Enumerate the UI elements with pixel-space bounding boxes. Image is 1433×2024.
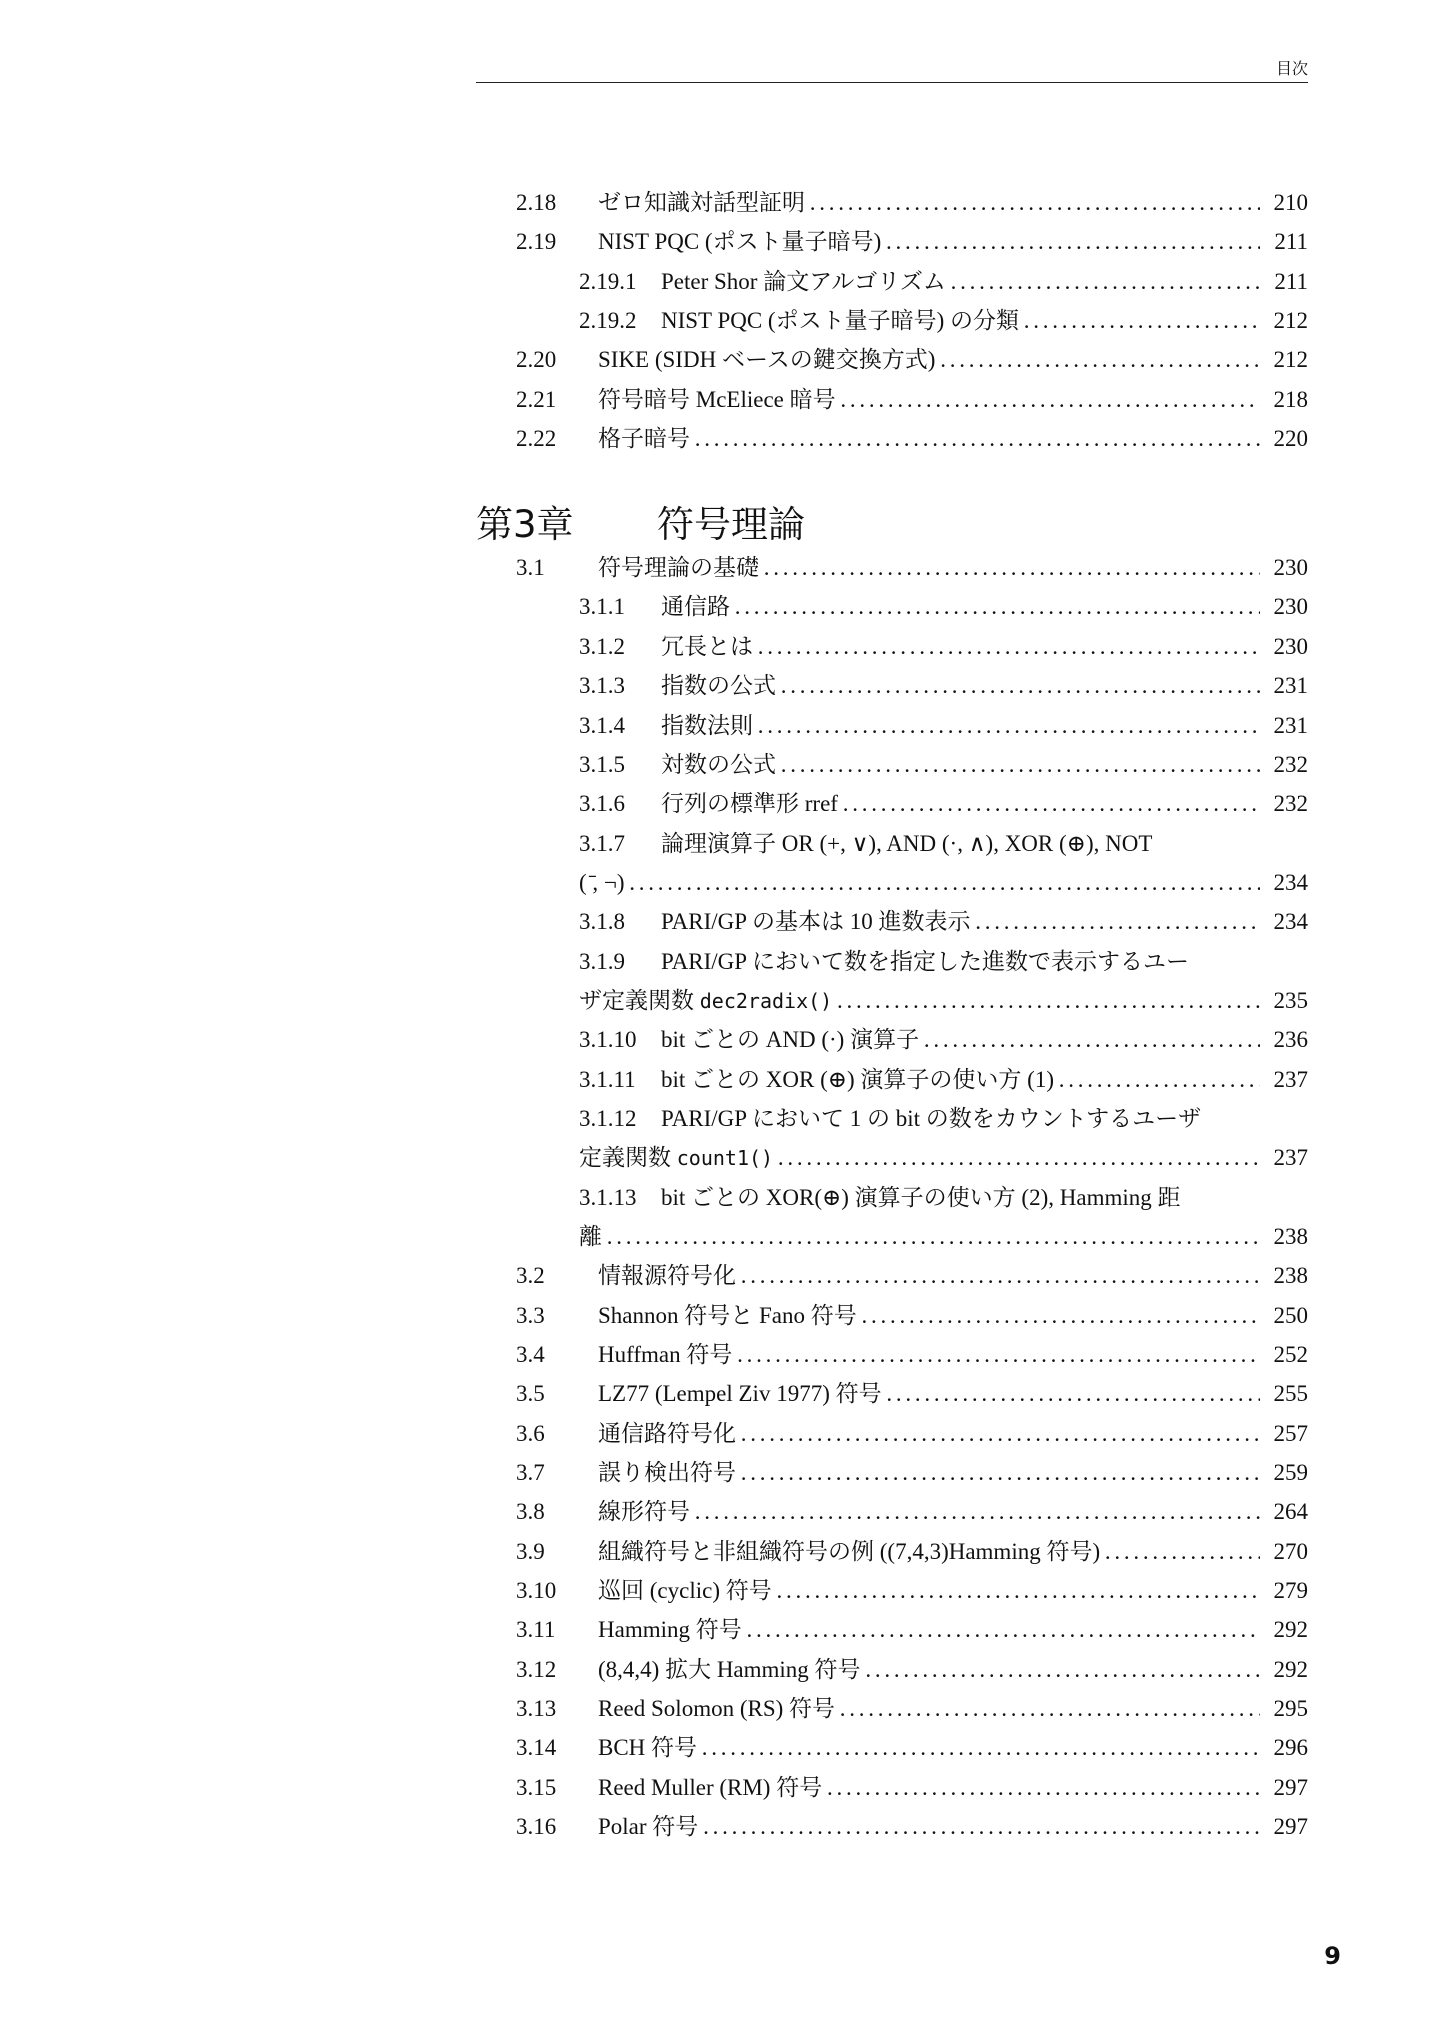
toc-entry-number: 3.11 <box>516 1617 556 1642</box>
toc-entry-number: 2.21 <box>516 387 557 412</box>
toc-entry-title: LZ77 (Lempel Ziv 1977) 符号 . . . <box>598 1374 1260 1413</box>
toc-entry-number: 3.1.6 <box>579 791 625 816</box>
toc-entry-page: 220 <box>1273 426 1308 451</box>
toc-entry[interactable] <box>516 548 1308 587</box>
toc-entry[interactable] <box>516 1492 1308 1531</box>
toc-entry[interactable] <box>516 1414 1308 1453</box>
toc-entry-number: 3.15 <box>516 1775 557 1800</box>
toc-entry-title <box>579 981 1260 1021</box>
toc-entry[interactable] <box>579 902 1308 941</box>
toc-entry-title: NIST PQC (ポスト量子暗号) . . . <box>598 222 1260 261</box>
toc-entry[interactable] <box>516 419 1308 458</box>
toc-entry[interactable] <box>516 1335 1308 1374</box>
toc-entry-number: 3.8 <box>516 1499 545 1524</box>
toc-entry-title: ゼロ知識対話型証明 . . . <box>598 183 1260 222</box>
toc-entry-page: 211 <box>1274 229 1308 254</box>
toc-entry-number: 2.18 <box>516 190 557 215</box>
toc-entry-title: 線形符号 . . . <box>598 1492 1260 1531</box>
toc-entry-page: 211 <box>1274 269 1308 294</box>
toc-entry[interactable] <box>516 1807 1308 1846</box>
toc-entry-title: bit ごとの XOR (⊕) 演算子の使い方 (1) . . . <box>661 1060 1260 1099</box>
toc-entry-page: 231 <box>1273 713 1308 738</box>
toc-entry[interactable] <box>579 1099 1308 1138</box>
toc-entry-number: 2.19.1 <box>579 269 637 294</box>
toc-entry[interactable] <box>516 183 1308 222</box>
toc-entry-number: 3.1.10 <box>579 1027 637 1052</box>
toc-entry-title: PARI/GP の基本は 10 進数表示 . . . <box>661 902 1260 941</box>
toc-entry-page: 230 <box>1273 634 1308 659</box>
toc-entry[interactable] <box>579 666 1308 705</box>
toc-entry-number: 3.14 <box>516 1735 557 1760</box>
toc-entry-page: 212 <box>1273 347 1308 372</box>
toc-entry-title-text: ザ定義関数 <box>579 988 700 1013</box>
toc-entry-number: 3.3 <box>516 1303 545 1328</box>
toc-entry-number: 3.10 <box>516 1578 557 1603</box>
chapter-label: 第3章 <box>476 503 574 546</box>
toc-entry-page: 236 <box>1273 1027 1308 1052</box>
toc-entry-title: PARI/GP において 1 の bit の数をカウントするユーザ <box>661 1106 1202 1131</box>
toc-entry-number: 3.13 <box>516 1696 557 1721</box>
toc-entry-title: Reed Solomon (RS) 符号 . . . <box>598 1689 1260 1728</box>
toc-entry-title: 組織符号と非組織符号の例 ((7,4,3)Hamming 符号) . . . <box>598 1532 1260 1571</box>
toc-entry-page: 255 <box>1273 1381 1308 1406</box>
toc-entry-page: 270 <box>1273 1539 1308 1564</box>
toc-entry-title: Peter Shor 論文アルゴリズム . . . <box>661 262 1260 301</box>
toc-entry-continuation[interactable] <box>579 1138 1308 1177</box>
toc-entry[interactable] <box>516 340 1308 379</box>
toc-entry[interactable] <box>516 1532 1308 1571</box>
toc-entry-number: 3.4 <box>516 1342 545 1367</box>
toc-entry-title: 指数の公式 . . . <box>661 666 1260 705</box>
toc-entry-title: 冗長とは . . . <box>661 627 1260 666</box>
toc-entry-number: 3.16 <box>516 1814 557 1839</box>
function-name: count1() <box>676 1146 774 1170</box>
function-name: dec2radix() <box>699 989 833 1013</box>
toc-entry-title: Polar 符号 . . . <box>598 1807 1260 1846</box>
toc-entry-number: 3.7 <box>516 1460 545 1485</box>
running-head-title: 目次 <box>1275 59 1308 78</box>
toc-entry-number: 3.2 <box>516 1263 545 1288</box>
toc-entry-number: 3.1.7 <box>579 831 625 856</box>
toc-entry[interactable] <box>579 1178 1308 1217</box>
chapter-title: 符号理論 <box>657 503 805 546</box>
toc-entry-continuation[interactable] <box>579 863 1308 902</box>
toc-entry-page: 279 <box>1273 1578 1308 1603</box>
toc-entry-page: 212 <box>1273 308 1308 333</box>
toc-entry-page: 235 <box>1273 988 1308 1013</box>
toc-entry-title: Hamming 符号 . . . <box>598 1610 1260 1649</box>
toc-entry[interactable] <box>579 1060 1308 1099</box>
toc-entry-number: 2.19.2 <box>579 308 637 333</box>
toc-entry-page: 234 <box>1273 870 1308 895</box>
toc-entry-number: 3.1.4 <box>579 713 625 738</box>
toc-entry-title: 誤り検出符号 . . . <box>598 1453 1260 1492</box>
toc-entry-page: 231 <box>1273 673 1308 698</box>
toc-entry-page: 218 <box>1273 387 1308 412</box>
toc-entry[interactable] <box>579 1020 1308 1059</box>
toc-entry-number: 3.12 <box>516 1657 557 1682</box>
toc-entry-title: (8,4,4) 拡大 Hamming 符号 . . . <box>598 1650 1260 1689</box>
toc-entry[interactable] <box>579 262 1308 301</box>
toc-entry[interactable] <box>516 1571 1308 1610</box>
toc-entry-page: 234 <box>1273 909 1308 934</box>
toc-entry[interactable] <box>579 942 1308 981</box>
toc-entry-number: 2.19 <box>516 229 557 254</box>
toc-entry[interactable] <box>516 380 1308 419</box>
toc-entry[interactable] <box>516 1374 1308 1413</box>
toc-entry-title: 通信路符号化 . . . <box>598 1414 1260 1453</box>
toc-entry-number: 3.6 <box>516 1421 545 1446</box>
toc-entry-title: SIKE (SIDH ベースの鍵交換方式) . . . <box>598 340 1260 379</box>
toc-entry[interactable] <box>516 1453 1308 1492</box>
toc-entry-number: 3.5 <box>516 1381 545 1406</box>
toc-entry-number: 3.1.11 <box>579 1067 636 1092</box>
toc-entry[interactable] <box>579 627 1308 666</box>
page-number: 9 <box>1324 1942 1341 1970</box>
toc-entry-title: Huffman 符号 . . . <box>598 1335 1260 1374</box>
toc-entry-title: Reed Muller (RM) 符号 . . . <box>598 1768 1260 1807</box>
toc-entry-page: 237 <box>1273 1067 1308 1092</box>
toc-entry[interactable] <box>516 222 1308 261</box>
toc-entry[interactable] <box>516 1650 1308 1689</box>
toc-entry[interactable] <box>516 1728 1308 1767</box>
toc-entry[interactable] <box>579 784 1308 823</box>
toc-entry-page: 295 <box>1273 1696 1308 1721</box>
toc-entry-title: 離 . . . <box>579 1217 1260 1256</box>
toc-entry-number: 3.1.2 <box>579 634 625 659</box>
toc-entry-title: 巡回 (cyclic) 符号 . . . <box>598 1571 1260 1610</box>
toc-entry-title: BCH 符号 . . . <box>598 1728 1260 1767</box>
toc-entry-title: 論理演算子 OR (+, ∨), AND (·, ∧), XOR (⊕), NOT <box>661 831 1153 856</box>
toc-entry[interactable] <box>516 1689 1308 1728</box>
toc-entry-number: 3.1.13 <box>579 1185 637 1210</box>
toc-entry[interactable] <box>516 1296 1308 1335</box>
toc-entry-page: 297 <box>1273 1775 1308 1800</box>
running-head <box>476 56 1308 83</box>
toc-entry-page: 210 <box>1273 190 1308 215</box>
toc-entry-page: 257 <box>1273 1421 1308 1446</box>
toc-entry-page: 296 <box>1273 1735 1308 1760</box>
toc-entry-page: 264 <box>1273 1499 1308 1524</box>
toc-entry-number: 3.9 <box>516 1539 545 1564</box>
toc-entry[interactable] <box>579 824 1308 863</box>
toc-entry[interactable] <box>516 1768 1308 1807</box>
toc-entry-title: 指数法則 . . . <box>661 706 1260 745</box>
toc-entry-page: 250 <box>1273 1303 1308 1328</box>
toc-entry-title: PARI/GP において数を指定した進数で表示するユー <box>661 949 1189 974</box>
toc-entry[interactable] <box>516 1256 1308 1295</box>
toc-entry-page: 292 <box>1273 1657 1308 1682</box>
toc-entry-page: 252 <box>1273 1342 1308 1367</box>
toc-entry-number: 3.1.1 <box>579 594 625 619</box>
toc-entry-title: 格子暗号 . . . <box>598 419 1260 458</box>
toc-entry[interactable] <box>579 706 1308 745</box>
toc-entry-page: 230 <box>1273 555 1308 580</box>
toc-entry[interactable] <box>516 1610 1308 1649</box>
toc-entry-title: ( ̄, ¬) . . . <box>579 863 1260 902</box>
toc-entry-number: 3.1.9 <box>579 949 625 974</box>
toc-entry-number: 3.1.5 <box>579 752 625 777</box>
toc-entry-page: 259 <box>1273 1460 1308 1485</box>
toc-entry-page: 237 <box>1273 1145 1308 1170</box>
toc-entry-title: 符号理論の基礎 . . . <box>598 548 1260 587</box>
toc-entry-title-text: 定義関数 <box>579 1145 677 1170</box>
toc-entry-title <box>579 1138 1260 1178</box>
toc-entry-number: 3.1.8 <box>579 909 625 934</box>
toc-entry-number: 3.1.12 <box>579 1106 637 1131</box>
toc-entry-number: 3.1.3 <box>579 673 625 698</box>
toc-entry[interactable] <box>579 745 1308 784</box>
toc-entry-page: 238 <box>1273 1224 1308 1249</box>
toc-entry[interactable] <box>579 587 1308 626</box>
toc-entry-page: 292 <box>1273 1617 1308 1642</box>
toc-entry-title: 対数の公式 . . . <box>661 745 1260 784</box>
toc-entry-number: 3.1 <box>516 555 545 580</box>
toc-entry-page: 230 <box>1273 594 1308 619</box>
toc-entry-page: 232 <box>1273 791 1308 816</box>
toc-entry-title: NIST PQC (ポスト量子暗号) の分類 . . . <box>661 301 1260 340</box>
toc-entry-page: 238 <box>1273 1263 1308 1288</box>
toc-entry-continuation[interactable] <box>579 981 1308 1020</box>
toc-entry-title: 符号暗号 McEliece 暗号 . . . <box>598 380 1260 419</box>
toc-entry-number: 2.20 <box>516 347 557 372</box>
toc-entry-title: Shannon 符号と Fano 符号 . . . <box>598 1296 1260 1335</box>
toc-entry-title: 行列の標準形 rref . . . <box>661 784 1260 823</box>
toc-entry-page: 232 <box>1273 752 1308 777</box>
toc-entry-title: bit ごとの AND (·) 演算子 . . . <box>661 1020 1260 1059</box>
toc-entry-title: bit ごとの XOR(⊕) 演算子の使い方 (2), Hamming 距 <box>661 1185 1181 1210</box>
toc-entry-continuation[interactable] <box>579 1217 1308 1256</box>
toc-entry-title: 情報源符号化 . . . <box>598 1256 1260 1295</box>
toc-entry-title: 通信路 . . . <box>661 587 1260 626</box>
toc-entry-page: 297 <box>1273 1814 1308 1839</box>
toc-entry[interactable] <box>579 301 1308 340</box>
toc-entry-number: 2.22 <box>516 426 557 451</box>
